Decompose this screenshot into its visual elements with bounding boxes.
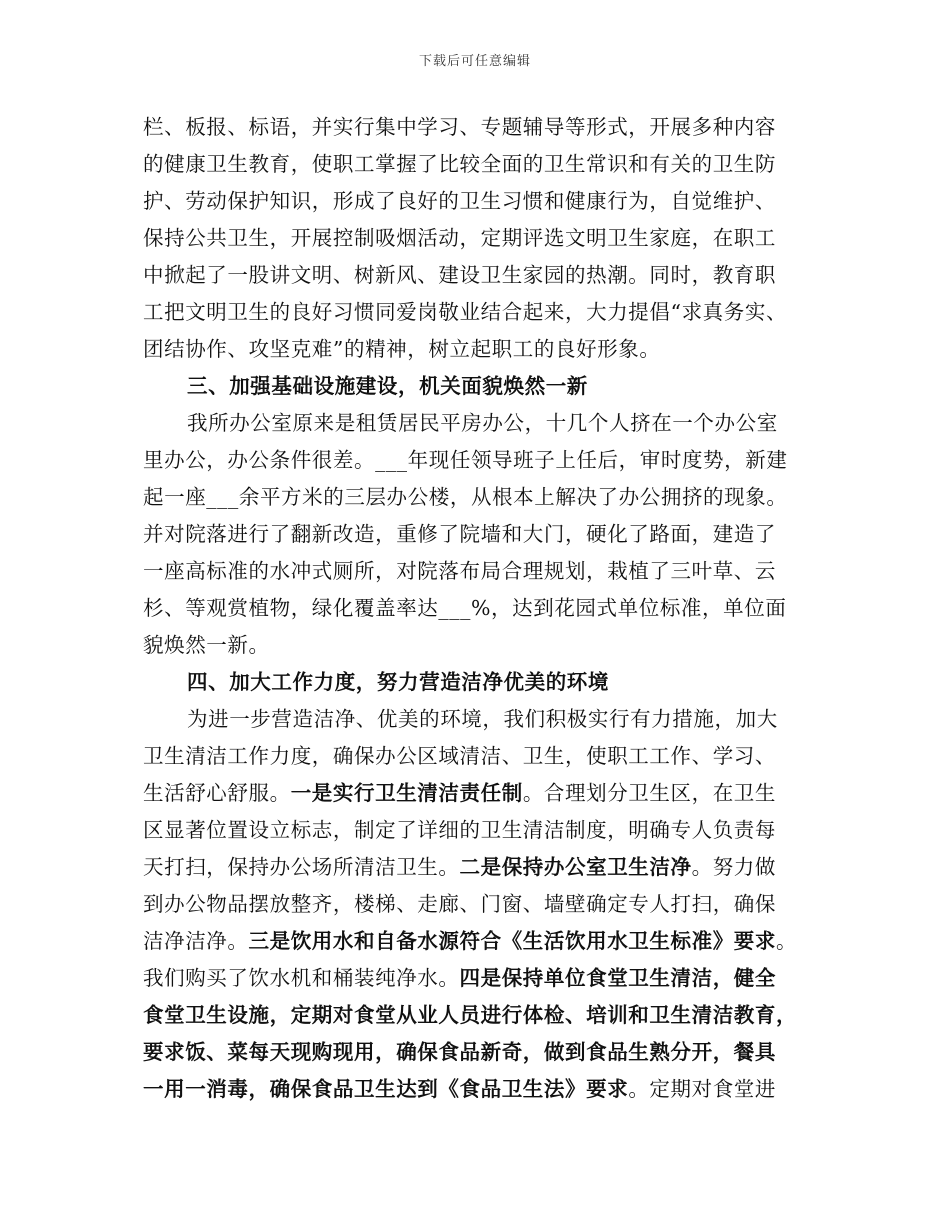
line-text: 。努力做 [691, 855, 777, 879]
paragraph-line: 杉、等观赏植物，绿化覆盖率达___%，达到花园式单位标准，单位面 [143, 596, 787, 620]
paragraph-line: 工把文明卫生的良好习惯同爱岗敬业结合起来，大力提倡“求真务实、 [143, 300, 788, 324]
paragraph-line: 团结协作、攻坚克难”的精神，树立起职工的良好形象。 [143, 337, 661, 361]
paragraph-line [143, 923, 833, 960]
bold-text: 三是饮用水和自备水源符合《生活饮用水卫生标准》要求 [248, 929, 776, 953]
paragraph-line: 中掀起了一股讲文明、树新风、建设卫生家园的热潮。同时，教育职 [143, 263, 776, 287]
bold-text: 食堂卫生设施，定期对食堂从业人员进行体检、培训和卫生清洁教育， [143, 1003, 798, 1027]
paragraph-line: 貌焕然一新。 [143, 633, 270, 657]
paragraph-line [143, 1034, 833, 1071]
paragraph-line: 卫生清洁工作力度，确保办公区域清洁、卫生，使职工工作、学习、 [143, 744, 776, 768]
section-heading-3: 三、加强基础设施建设，机关面貌焕然一新 [187, 374, 588, 398]
paragraph-line: 为进一步营造洁净、优美的环境，我们积极实行有力措施，加大 [187, 707, 778, 731]
paragraph-line [143, 997, 833, 1034]
line-text: 洁净洁净。 [143, 929, 249, 953]
paragraph-line: 栏、板报、标语，并实行集中学习、专题辅导等形式，开展多种内容 [143, 115, 776, 139]
paragraph-line: 到办公物品摆放整齐，楼梯、走廊、门窗、墙壁确定专人打扫，确保 [143, 892, 776, 916]
paragraph-line: 起一座___余平方米的三层办公楼，从根本上解决了办公拥挤的现象。 [143, 485, 788, 509]
line-text: 天打扫，保持办公场所清洁卫生。 [143, 855, 460, 879]
paragraph-line: 护、劳动保护知识，形成了良好的卫生习惯和健康行为，自觉维护、 [143, 189, 776, 213]
paragraph-line [143, 960, 833, 997]
line-text: 我们购买了饮水机和桶装纯净水。 [143, 966, 460, 990]
paragraph-line: 并对院落进行了翻新改造，重修了院墙和大门，硬化了路面，建造了 [143, 522, 776, 546]
paragraph-line: 保持公共卫生，开展控制吸烟活动，定期评选文明卫生家庭，在职工 [143, 226, 776, 250]
line-text: 生活舒心舒服。 [143, 781, 291, 805]
paragraph-line: 的健康卫生教育，使职工掌握了比较全面的卫生常识和有关的卫生防 [143, 152, 776, 176]
line-text: 。定期对食堂进 [628, 1077, 777, 1101]
document-body [143, 109, 833, 1108]
paragraph-line [143, 775, 833, 812]
section-heading-4: 四、加大工作力度，努力营造洁净优美的环境 [187, 670, 609, 694]
bold-text: 一用一消毒，确保食品卫生达到《食品卫生法》要求 [143, 1077, 629, 1101]
bold-text: 一是实行卫生清洁责任制 [290, 781, 523, 805]
paragraph-line: 我所办公室原来是租赁居民平房办公，十几个人挤在一个办公室 [187, 411, 778, 435]
paragraph-line: 里办公，办公条件很差。___年现任领导班子上任后，审时度势，新建 [143, 448, 788, 472]
paragraph-line: 区显著位置设立标志，制定了详细的卫生清洁制度，明确专人负责每 [143, 818, 776, 842]
paragraph-line [143, 1071, 833, 1108]
line-text: 。合理划分卫生区，在卫生 [522, 781, 777, 805]
bold-text: 二是保持办公室卫生洁净 [459, 855, 692, 879]
page-header-note: 下载后可任意编辑 [418, 54, 531, 69]
bold-text: 要求饭、菜每天现购现用，确保食品新奇，做到食品生熟分开，餐具 [143, 1040, 776, 1064]
line-text: 。 [776, 929, 798, 953]
bold-text: 四是保持单位食堂卫生清洁，健全 [459, 966, 776, 990]
paragraph-line [143, 849, 833, 886]
paragraph-line: 一座高标准的水冲式厕所，对院落布局合理规划，栽植了三叶草、云 [143, 559, 776, 583]
